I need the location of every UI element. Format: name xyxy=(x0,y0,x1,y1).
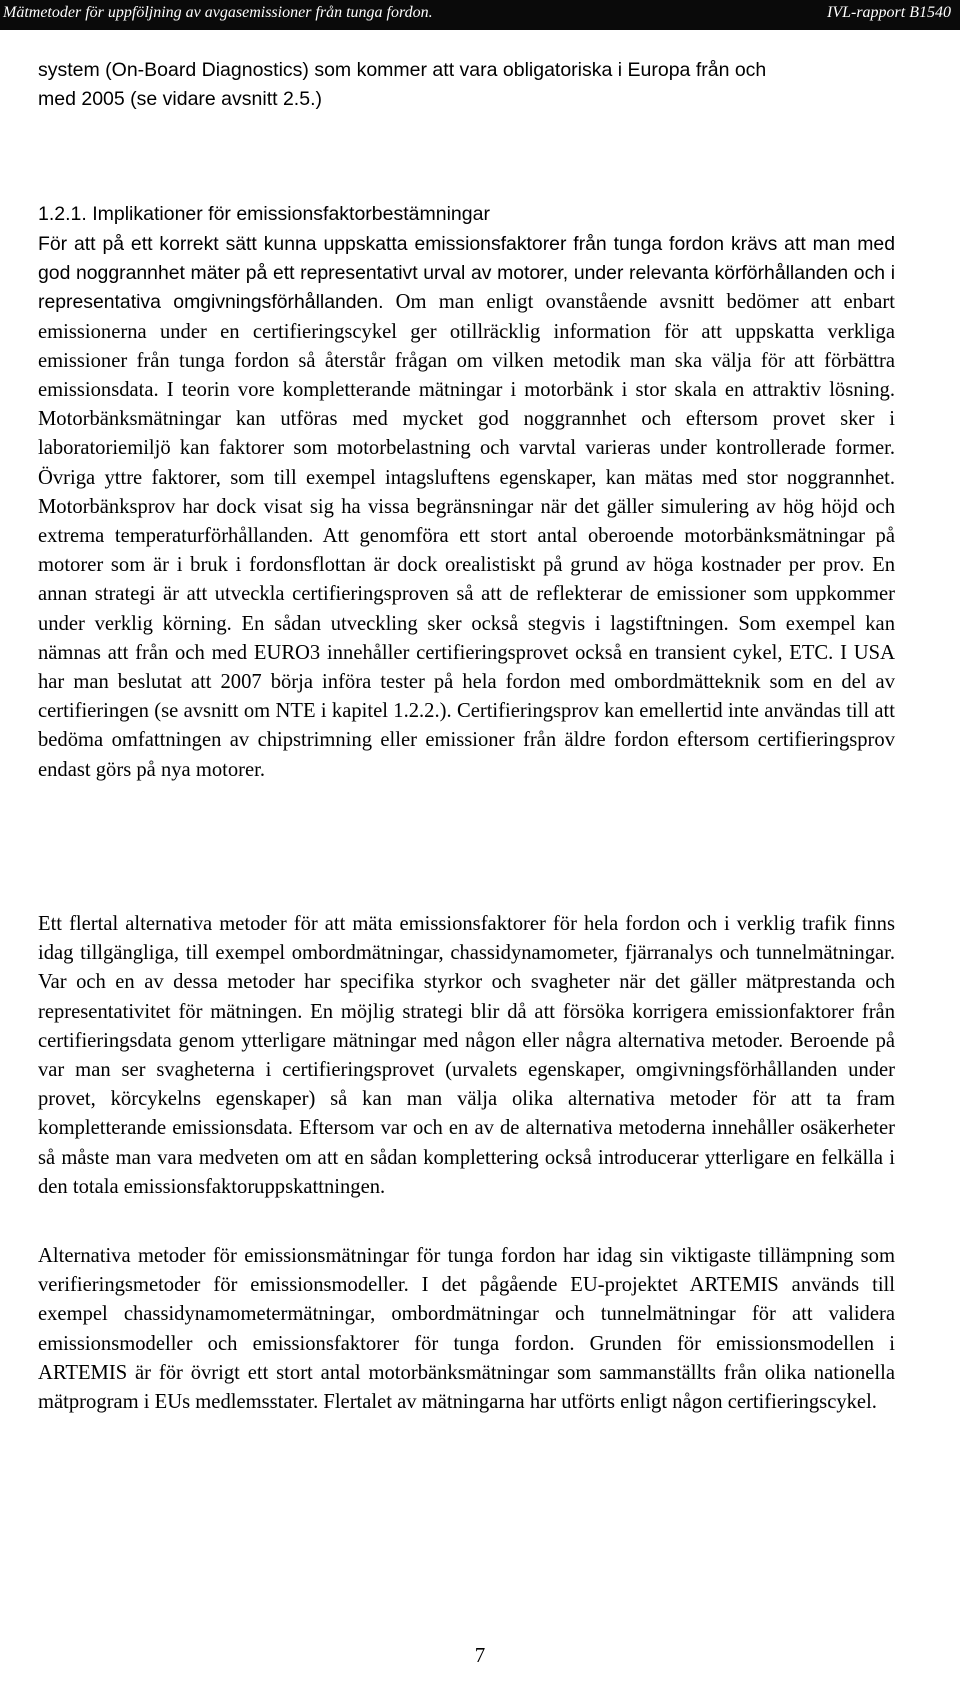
page-number: 7 xyxy=(474,1643,486,1667)
intro-line-1: system (On-Board Diagnostics) som kommer att vara obligatoriska i Europa från och xyxy=(38,59,767,81)
section-heading: 1.2.1. Implikationer för emissionsfaktorbestämningar xyxy=(38,203,490,225)
header-title: Mätmetoder för uppföljning av avgasemissioner från tunga fordon. xyxy=(3,4,433,21)
paragraph-alternative-methods: Ett flertal alternativa metoder för att mäta emissionsfaktorer för hela fordon och i verklig trafik finns idag tillgängliga, till exempel ombordmätningar, chassidynamometer, fjärranalys och tunnelmätningar. Var och en av dessa metoder har specifika styrkor och svagheter när det gäller mätprestanda och representativitet för mätningen. En möjlig strategi blir då att försöka korrigera emissionfaktorer från certifieringsdata genom ytterligare mätningar med någon eller några alternativa metoder. Beroende på var man ser svagheterna i certifieringsprovet (urvalets egenskaper, omgivningsförhållanden under provet, körcykelns egenskaper) så kan man välja olika alternativa metoder för att ta fram kompletterande emissionsdata. Eftersom var och en av de alternativa metoderna innehåller osäkerheter så måste man vara medveten om att en sådan komplettering också introducerar ytterligare en felkälla i den totala emissionsfaktoruppskattningen. xyxy=(38,913,895,1198)
running-header xyxy=(0,0,960,30)
paragraph-implications-lead: För att på ett korrekt sätt kunna uppskatta emissionsfaktorer från tunga fordon krävs att man med god noggrannhet mäter på ett representativt urval av motorer, under relevanta körförhållanden och i representativa omgivningsförhållanden. xyxy=(38,233,895,314)
intro-line-2: med 2005 (se vidare avsnitt 2.5.) xyxy=(38,88,322,110)
header-report-id: IVL-rapport B1540 xyxy=(827,4,951,21)
paragraph-verification: Alternativa metoder för emissionsmätningar för tunga fordon har idag sin viktigaste tillämpning som verifieringsmetoder för emissionsmodeller. I det pågående EU-projektet ARTEMIS används till exempel chassidynamometermätningar, ombordmätningar och tunnelmätningar för att validera emissionsmodeller och emissionsfaktorer för tunga fordon. Grunden för emissionsmodellen i ARTEMIS är för övrigt ett stort antal motorbänksmätningar som sammanställts från olika nationella mätprogram i EUs medlemsstater. Flertalet av mätningarna har utförts enligt någon certifieringscykel. xyxy=(38,1245,895,1414)
paragraph-implications-body: Om man enligt ovanstående avsnitt bedömer att enbart emissionerna under en certifieringscykel ger otillräcklig information för att uppskatta verkliga emissioner från tunga fordon så återstår frågan om vilken metodik man ska välja för att förbättra emissionsdata. I teorin vore kompletterande mätningar i motorbänk i stor skala en attraktiv lösning. Motorbänksmätningar kan utföras med mycket god noggrannhet och eftersom provet sker i laboratoriemiljö kan faktorer som motorbelastning och varvtal varieras under kontrollerade former. Övriga yttre faktorer, som till exempel intagsluftens egenskaper, kan mätas med stor noggrannhet. Motorbänksprov har dock visat sig ha vissa begränsningar när det gäller simulering av hög höjd och extrema temperaturförhållanden. Att genomföra ett stort antal oberoende motorbänksmätningar på motorer som är i bruk i fordonsflottan är dock orealistiskt på grund av höga kostnader per prov. En annan strategi är att utveckla certifieringsproven så att de reflekterar de emissioner som uppkommer under verklig körning. En sådan utveckling sker också stegvis i lagstiftningen. Som exempel kan nämnas att från och med EURO3 innehåller certifieringsprovet också en transient cykel, ETC. I USA har man beslutat att 2007 börja införa tester på hela fordon med ombordmätteknik som en del av certifieringen (se avsnitt om NTE i kapitel 1.2.2.). Certifieringsprov kan emellertid inte användas till att bedöma omfattningen av chipstrimning eller emissioner från äldre fordon eftersom certifieringsprov endast görs på nya motorer. xyxy=(38,291,895,781)
intro-paragraph xyxy=(38,56,895,114)
paragraph-implications xyxy=(38,230,895,785)
